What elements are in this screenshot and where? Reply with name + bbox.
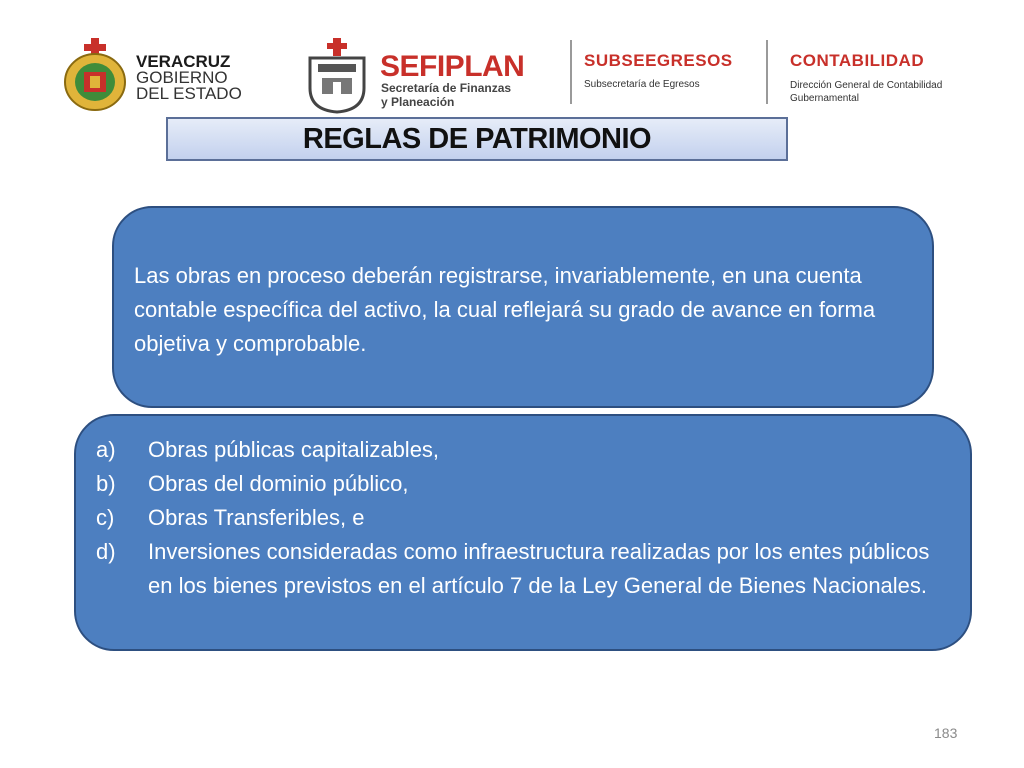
list-panel xyxy=(74,414,972,651)
contabilidad-sub1: Dirección General de Contabilidad xyxy=(790,80,943,91)
description-text: Las obras en proceso deberán registrarse, invariablemente, en una cuenta contable específica del activo, la cual reflejará su grado de avance en forma objetiva y comprobable. xyxy=(134,263,876,356)
sefiplan-name: SEFIPLAN xyxy=(380,50,525,83)
veracruz-line2: GOBIERNO xyxy=(136,68,228,87)
contabilidad-sub2: Gubernamental xyxy=(790,93,859,104)
list-item xyxy=(96,535,956,603)
list-item-text: Obras del dominio público, xyxy=(148,471,409,496)
list-item-text: Obras públicas capitalizables, xyxy=(148,437,440,462)
veracruz-line3: DEL ESTADO xyxy=(136,84,242,103)
title-bar xyxy=(166,117,788,161)
page-title: REGLAS DE PATRIMONIO xyxy=(302,122,652,155)
list-item xyxy=(96,467,956,501)
list-item-text: Obras Transferibles, e xyxy=(148,505,365,530)
slide-number: 183 xyxy=(934,725,958,741)
list-item xyxy=(96,501,956,535)
list-item xyxy=(96,433,956,467)
contabilidad-name: CONTABILIDAD xyxy=(790,51,925,70)
sefiplan-sub2: y Planeación xyxy=(381,95,455,109)
list-marker: b) xyxy=(96,471,116,496)
subseegresos-name: SUBSEEGRESOS xyxy=(584,51,733,70)
header-divider-1 xyxy=(570,40,572,104)
list-marker: d) xyxy=(96,539,116,564)
veracruz-line1: VERACRUZ xyxy=(136,52,231,71)
obras-list xyxy=(96,433,956,603)
description-panel xyxy=(112,206,934,408)
sefiplan-crest-logo xyxy=(304,38,370,114)
list-item-text: Inversiones consideradas como infraestructura realizadas por los entes públicos en los bienes previstos en el artículo 7 de la Ley General de Bienes Nacionales. xyxy=(148,539,930,598)
header-divider-2 xyxy=(766,40,768,104)
subseegresos-sub: Subsecretaría de Egresos xyxy=(584,79,700,90)
sefiplan-sub1: Secretaría de Finanzas xyxy=(381,81,512,95)
list-marker: c) xyxy=(96,505,115,530)
list-marker: a) xyxy=(96,437,116,462)
veracruz-crest-logo xyxy=(62,38,128,114)
